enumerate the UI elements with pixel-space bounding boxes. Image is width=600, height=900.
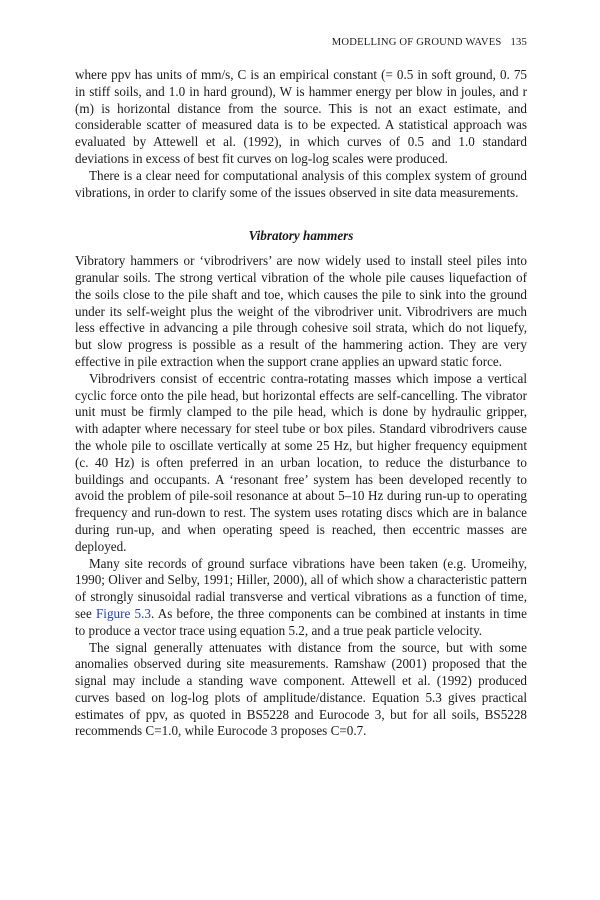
figure-5-3-link[interactable]: Figure 5.3: [96, 605, 151, 621]
site-records-text-end: . As before, the three components can be combined at instants in time to produce a vector trace using equation 5.2, and a true peak particle velocity.: [75, 605, 527, 638]
running-title: MODELLING OF GROUND WAVES: [331, 37, 502, 48]
paragraph-site-records: [75, 556, 527, 640]
running-header: [332, 37, 527, 48]
page-number: 135: [510, 37, 527, 48]
section-heading: Vibratory hammers: [248, 228, 354, 244]
page-body: [75, 67, 527, 740]
paragraph-attenuation: The signal generally attenuates with distance from the source, but with some anomalies observed during site measurements. Ramshaw (2001) proposed that the signal may include a standing wave component. Attewell et al. (1992) produced curves based on log-log plots of amplitude/distance. Equation 5.3 gives practical estimates of ppv, as quoted in BS5228 and Eurocode 3, but for all soils, BS5228 recommends C=1.0, while Eurocode 3 proposes C=0.7.: [75, 639, 527, 739]
paragraph-ppv-definition: where ppv has units of mm/s, C is an empirical constant (= 0.5 in soft ground, 0. 75 in stiff soils, and 1.0 in hard ground), W is hammer energy per blow in joules, and r (m) is horizontal distance from the source. This is not an exact estimate, and considerable scatter of measured data is to be expected. A statistical approach was evaluated by Attewell et al. (1992), in which curves of 0.5 and 1.0 standard deviations in excess of best fit curves on log-log scales were produced.: [75, 67, 527, 166]
site-records-text-start: Many site records of ground surface vibrations have been taken (e.g. Uromeihy, 1990; Oliver and Selby, 1991; Hiller, 2000), all of which show a characteristic pattern of strongly sinusoidal radial transverse and vertical vibrations as a function of time, see: [75, 555, 527, 621]
paragraph-vibrodriver-intro: Vibratory hammers or ‘vibrodrivers’ are now widely used to install steel piles into granular soils. The strong vertical vibration of the whole pile causes liquefaction of the soils close to the pile shaft and toe, which causes the pile to sink into the ground under its self-weight plus the weight of the vibrodriver unit. Vibrodrivers are much less effective in advancing a pile through cohesive soil strata, which do not liquefy, but slow progress is possible as a result of the hammering action. They are very effective in pile extraction when the support crane applies an upward static force.: [75, 253, 527, 369]
paragraph-vibrodriver-mechanism: Vibrodrivers consist of eccentric contra-rotating masses which impose a vertical cyclic force onto the pile head, but horizontal effects are self-cancelling. The vibrator unit must be firmly clamped to the pile head, which is done by hydraulic gripper, with adapter where necessary for steel tube or box piles. Standard vibrodrivers cause the whole pile to oscillate vertically at some 25 Hz, but higher frequency equipment (c. 40 Hz) is often preferred in an urban location, to reduce the disturbance to buildings and occupants. A ‘resonant free’ system has been developed recently to avoid the problem of pile-soil resonance at about 5–10 Hz during run-up to operating frequency and run-down to rest. The system uses rotating discs which are in balance during run-up, and when operating speed is reached, then eccentric masses are deployed.: [75, 370, 527, 554]
paragraph-computational-need: There is a clear need for computational analysis of this complex system of ground vibrations, in order to clarify some of the issues observed in site data measurements.: [75, 167, 527, 200]
